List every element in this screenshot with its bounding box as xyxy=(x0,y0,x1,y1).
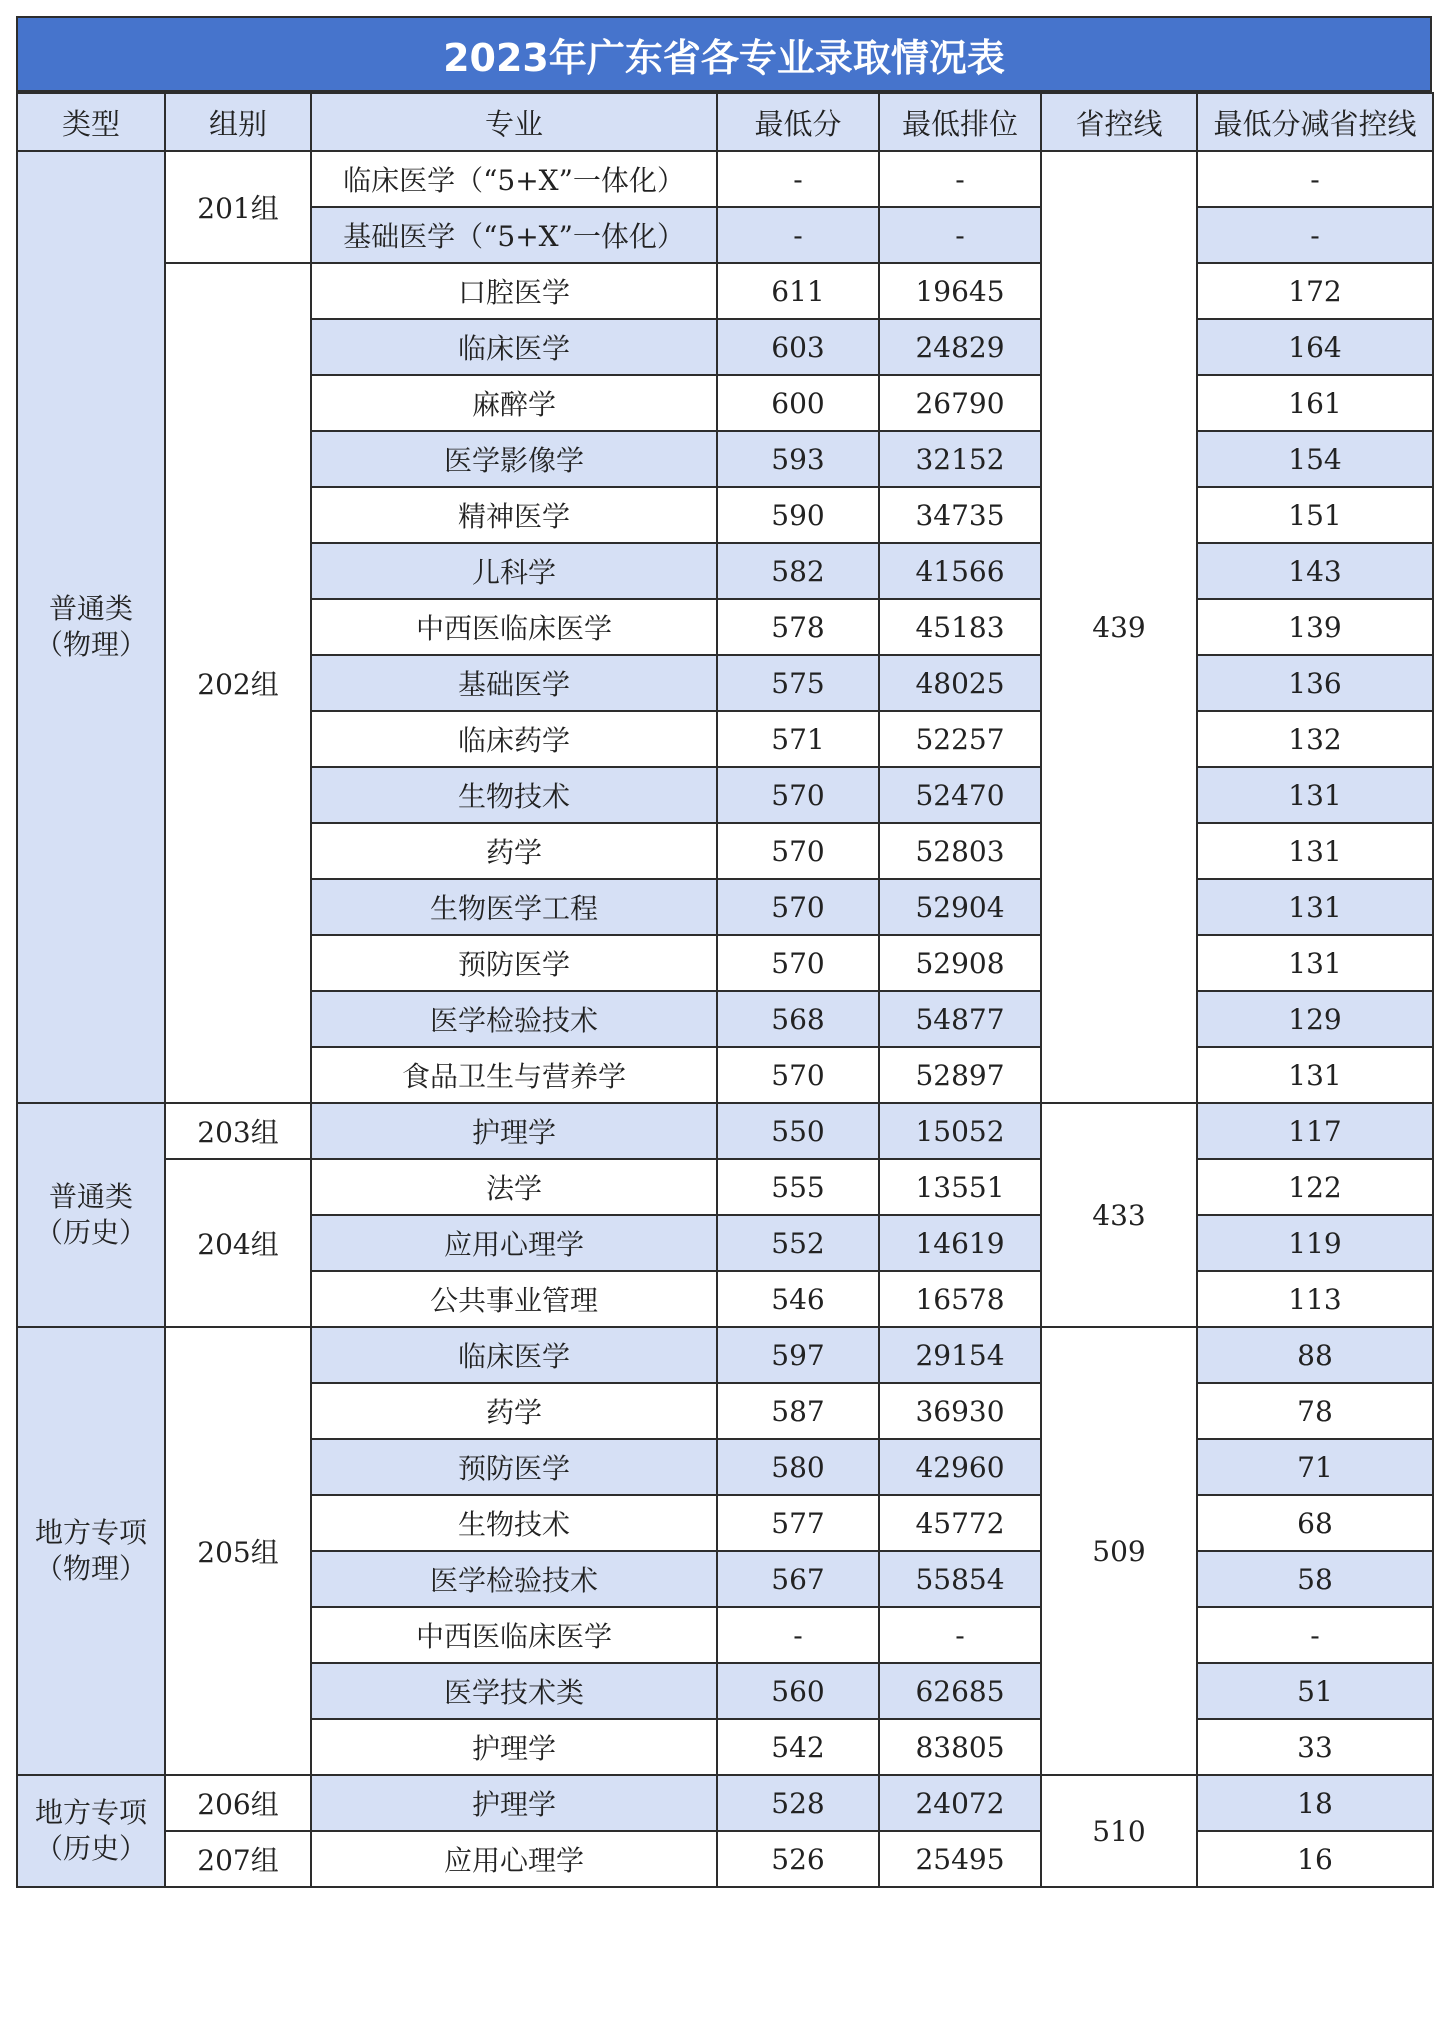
major-cell: 医学检验技术 xyxy=(311,1551,717,1607)
min-score-cell: 567 xyxy=(717,1551,879,1607)
score-minus-control-cell: 129 xyxy=(1197,991,1433,1047)
min-score-cell: 593 xyxy=(717,431,879,487)
min-score-cell: 555 xyxy=(717,1159,879,1215)
group-cell: 206组 xyxy=(165,1775,311,1831)
group-cell: 207组 xyxy=(165,1831,311,1887)
score-minus-control-cell: 132 xyxy=(1197,711,1433,767)
min-rank-cell: 36930 xyxy=(879,1383,1041,1439)
table-row xyxy=(17,151,1433,207)
min-rank-cell: 62685 xyxy=(879,1663,1041,1719)
table-row xyxy=(17,1327,1433,1383)
group-cell: 202组 xyxy=(165,263,311,1103)
min-rank-cell: 24829 xyxy=(879,319,1041,375)
category-cell xyxy=(17,1327,165,1775)
min-score-cell: 570 xyxy=(717,879,879,935)
table-row xyxy=(17,1159,1433,1215)
score-minus-control-cell: 161 xyxy=(1197,375,1433,431)
category-subject: （历史） xyxy=(34,1216,147,1249)
category-cell xyxy=(17,1103,165,1327)
category-name: 普通类 xyxy=(48,592,133,625)
min-rank-cell: 48025 xyxy=(879,655,1041,711)
major-cell: 应用心理学 xyxy=(311,1831,717,1887)
major-cell: 药学 xyxy=(311,1383,717,1439)
min-score-cell: 577 xyxy=(717,1495,879,1551)
min-score-cell: 575 xyxy=(717,655,879,711)
min-rank-cell: - xyxy=(879,1607,1041,1663)
score-minus-control-cell: 58 xyxy=(1197,1551,1433,1607)
min-rank-cell: 42960 xyxy=(879,1439,1041,1495)
min-rank-cell: 32152 xyxy=(879,431,1041,487)
category-subject: （物理） xyxy=(34,1552,147,1585)
score-minus-control-cell: 16 xyxy=(1197,1831,1433,1887)
score-minus-control-cell: 131 xyxy=(1197,1047,1433,1103)
header-score-minus-control: 最低分减省控线 xyxy=(1197,93,1433,151)
score-minus-control-cell: 143 xyxy=(1197,543,1433,599)
major-cell: 医学技术类 xyxy=(311,1663,717,1719)
major-cell: 临床医学 xyxy=(311,319,717,375)
table-row xyxy=(17,1775,1433,1831)
major-cell: 儿科学 xyxy=(311,543,717,599)
min-rank-cell: 34735 xyxy=(879,487,1041,543)
score-minus-control-cell: - xyxy=(1197,151,1433,207)
score-minus-control-cell: 151 xyxy=(1197,487,1433,543)
control-line-cell: 439 xyxy=(1041,151,1197,1103)
major-cell: 口腔医学 xyxy=(311,263,717,319)
category-cell xyxy=(17,151,165,1103)
header-row xyxy=(17,93,1433,151)
group-cell: 204组 xyxy=(165,1159,311,1327)
category-name: 地方专项 xyxy=(34,1516,147,1549)
min-rank-cell: 41566 xyxy=(879,543,1041,599)
score-minus-control-cell: 119 xyxy=(1197,1215,1433,1271)
table-title: 2023年广东省各专业录取情况表 xyxy=(16,16,1432,92)
header-min-score: 最低分 xyxy=(717,93,879,151)
group-cell: 203组 xyxy=(165,1103,311,1159)
min-rank-cell: 24072 xyxy=(879,1775,1041,1831)
score-minus-control-cell: 113 xyxy=(1197,1271,1433,1327)
control-line-cell: 433 xyxy=(1041,1103,1197,1327)
group-cell: 205组 xyxy=(165,1327,311,1775)
score-minus-control-cell: 131 xyxy=(1197,879,1433,935)
score-minus-control-cell: 131 xyxy=(1197,935,1433,991)
min-rank-cell: 52908 xyxy=(879,935,1041,991)
major-cell: 药学 xyxy=(311,823,717,879)
group-cell: 201组 xyxy=(165,151,311,263)
major-cell: 生物医学工程 xyxy=(311,879,717,935)
score-minus-control-cell: 136 xyxy=(1197,655,1433,711)
major-cell: 应用心理学 xyxy=(311,1215,717,1271)
min-rank-cell: 45183 xyxy=(879,599,1041,655)
min-rank-cell: - xyxy=(879,151,1041,207)
major-cell: 护理学 xyxy=(311,1719,717,1775)
score-minus-control-cell: 164 xyxy=(1197,319,1433,375)
min-score-cell: - xyxy=(717,151,879,207)
major-cell: 食品卫生与营养学 xyxy=(311,1047,717,1103)
min-score-cell: 578 xyxy=(717,599,879,655)
min-rank-cell: 29154 xyxy=(879,1327,1041,1383)
major-cell: 临床医学（“5+X”一体化） xyxy=(311,151,717,207)
min-score-cell: - xyxy=(717,207,879,263)
header-min-rank: 最低排位 xyxy=(879,93,1041,151)
score-minus-control-cell: 88 xyxy=(1197,1327,1433,1383)
min-rank-cell: 52904 xyxy=(879,879,1041,935)
major-cell: 护理学 xyxy=(311,1103,717,1159)
score-minus-control-cell: 18 xyxy=(1197,1775,1433,1831)
category-name: 普通类 xyxy=(48,1180,133,1213)
min-rank-cell: 55854 xyxy=(879,1551,1041,1607)
min-rank-cell: 52803 xyxy=(879,823,1041,879)
major-cell: 基础医学（“5+X”一体化） xyxy=(311,207,717,263)
min-score-cell: 582 xyxy=(717,543,879,599)
score-minus-control-cell: 122 xyxy=(1197,1159,1433,1215)
control-line-cell: 510 xyxy=(1041,1775,1197,1887)
control-line-cell: 509 xyxy=(1041,1327,1197,1775)
score-minus-control-cell: 117 xyxy=(1197,1103,1433,1159)
major-cell: 公共事业管理 xyxy=(311,1271,717,1327)
admission-sheet xyxy=(16,16,1432,2012)
min-rank-cell: 26790 xyxy=(879,375,1041,431)
score-minus-control-cell: 51 xyxy=(1197,1663,1433,1719)
min-rank-cell: 52257 xyxy=(879,711,1041,767)
major-cell: 临床医学 xyxy=(311,1327,717,1383)
table-row xyxy=(17,1103,1433,1159)
min-score-cell: 590 xyxy=(717,487,879,543)
score-minus-control-cell: 131 xyxy=(1197,767,1433,823)
table-body xyxy=(17,151,1433,1887)
category-subject: （历史） xyxy=(34,1832,147,1865)
min-score-cell: 580 xyxy=(717,1439,879,1495)
major-cell: 预防医学 xyxy=(311,935,717,991)
min-score-cell: 571 xyxy=(717,711,879,767)
category-cell xyxy=(17,1775,165,1887)
major-cell: 临床药学 xyxy=(311,711,717,767)
min-score-cell: 597 xyxy=(717,1327,879,1383)
min-rank-cell: 14619 xyxy=(879,1215,1041,1271)
min-score-cell: 611 xyxy=(717,263,879,319)
min-score-cell: 568 xyxy=(717,991,879,1047)
min-score-cell: 570 xyxy=(717,823,879,879)
major-cell: 预防医学 xyxy=(311,1439,717,1495)
major-cell: 精神医学 xyxy=(311,487,717,543)
major-cell: 护理学 xyxy=(311,1775,717,1831)
min-score-cell: 546 xyxy=(717,1271,879,1327)
score-minus-control-cell: 131 xyxy=(1197,823,1433,879)
major-cell: 法学 xyxy=(311,1159,717,1215)
min-score-cell: 526 xyxy=(717,1831,879,1887)
min-rank-cell: 15052 xyxy=(879,1103,1041,1159)
min-score-cell: 570 xyxy=(717,767,879,823)
score-minus-control-cell: 139 xyxy=(1197,599,1433,655)
score-minus-control-cell: 78 xyxy=(1197,1383,1433,1439)
min-score-cell: 570 xyxy=(717,935,879,991)
min-score-cell: 552 xyxy=(717,1215,879,1271)
score-minus-control-cell: 68 xyxy=(1197,1495,1433,1551)
min-score-cell: 542 xyxy=(717,1719,879,1775)
min-score-cell: - xyxy=(717,1607,879,1663)
min-score-cell: 550 xyxy=(717,1103,879,1159)
score-minus-control-cell: 154 xyxy=(1197,431,1433,487)
min-rank-cell: 19645 xyxy=(879,263,1041,319)
major-cell: 麻醉学 xyxy=(311,375,717,431)
min-rank-cell: 52470 xyxy=(879,767,1041,823)
major-cell: 中西医临床医学 xyxy=(311,599,717,655)
min-score-cell: 603 xyxy=(717,319,879,375)
category-name: 地方专项 xyxy=(34,1796,147,1829)
major-cell: 医学检验技术 xyxy=(311,991,717,1047)
table-row xyxy=(17,1831,1433,1887)
major-cell: 医学影像学 xyxy=(311,431,717,487)
min-score-cell: 600 xyxy=(717,375,879,431)
admission-table xyxy=(16,92,1434,1888)
min-rank-cell: 45772 xyxy=(879,1495,1041,1551)
min-rank-cell: 25495 xyxy=(879,1831,1041,1887)
min-score-cell: 570 xyxy=(717,1047,879,1103)
major-cell: 生物技术 xyxy=(311,767,717,823)
min-rank-cell: 13551 xyxy=(879,1159,1041,1215)
min-rank-cell: - xyxy=(879,207,1041,263)
table-row xyxy=(17,263,1433,319)
score-minus-control-cell: 71 xyxy=(1197,1439,1433,1495)
score-minus-control-cell: - xyxy=(1197,1607,1433,1663)
header-control-line: 省控线 xyxy=(1041,93,1197,151)
score-minus-control-cell: 172 xyxy=(1197,263,1433,319)
header-type: 类型 xyxy=(17,93,165,151)
header-major: 专业 xyxy=(311,93,717,151)
score-minus-control-cell: 33 xyxy=(1197,1719,1433,1775)
category-subject: （物理） xyxy=(34,628,147,661)
min-score-cell: 528 xyxy=(717,1775,879,1831)
major-cell: 基础医学 xyxy=(311,655,717,711)
major-cell: 中西医临床医学 xyxy=(311,1607,717,1663)
score-minus-control-cell: - xyxy=(1197,207,1433,263)
min-score-cell: 587 xyxy=(717,1383,879,1439)
min-rank-cell: 52897 xyxy=(879,1047,1041,1103)
min-rank-cell: 16578 xyxy=(879,1271,1041,1327)
min-score-cell: 560 xyxy=(717,1663,879,1719)
major-cell: 生物技术 xyxy=(311,1495,717,1551)
min-rank-cell: 54877 xyxy=(879,991,1041,1047)
header-group: 组别 xyxy=(165,93,311,151)
min-rank-cell: 83805 xyxy=(879,1719,1041,1775)
